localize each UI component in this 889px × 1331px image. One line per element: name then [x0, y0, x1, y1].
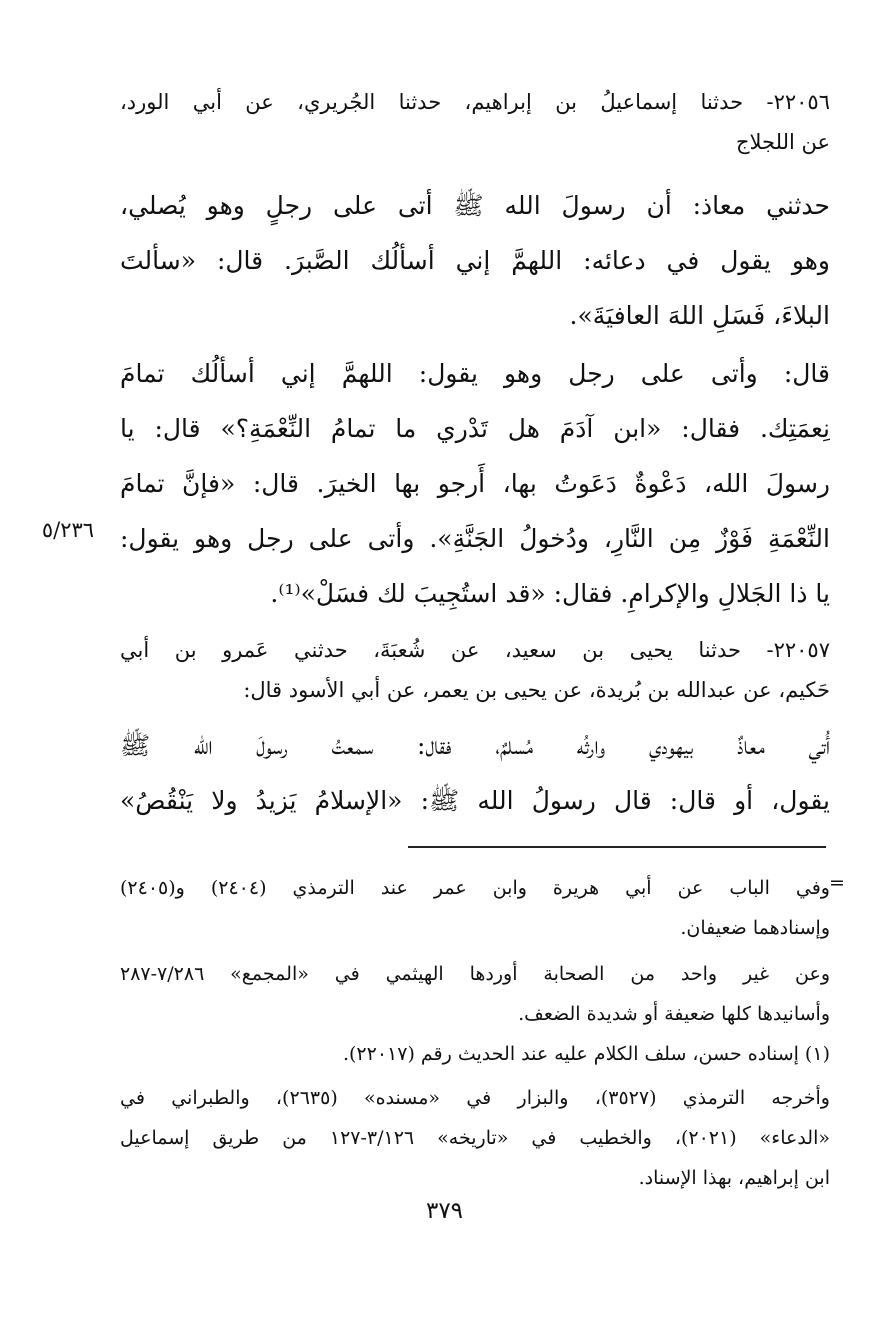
text-line: النِّعْمَةِ فَوْزٌ مِن النَّارِ، ودُخولُ الجَنَّةِ». وأتى على رجل وهو يقول: [120, 524, 830, 553]
hadith-22057-isnad [120, 630, 830, 710]
text-line: يا ذا الجَلالِ والإكرامِ. فقال: «قد استُجِيبَ لك فسَلْ»⁽¹⁾. [270, 579, 830, 608]
text-line: عن اللجلاج [735, 130, 830, 154]
footnote-para-2 [120, 954, 830, 1034]
text-line: وهو يقول في دعائه: اللهمَّ إني أسألُك الصَّبرَ. قال: «سألتَ [120, 246, 830, 275]
footnote-para-3 [120, 1078, 830, 1198]
text-line: (١) إسناده حسن، سلف الكلام عليه عند الحديث رقم (٢٢٠١٧). [342, 1043, 830, 1065]
text-line: ٢٢٠٥٦- حدثنا إسماعيلُ بن إبراهيم، حدثنا الجُريري، عن أبي الورد، [120, 90, 830, 114]
hadith-22056-matn-2 [120, 346, 830, 621]
text-line: البلاءَ، فَسَلِ اللهَ العافيَةَ». [569, 301, 830, 330]
text-line: وعن غير واحد من الصحابة أوردها الهيثمي في «المجمع» ٧/٢٨٦-٢٨٧ [120, 963, 830, 985]
text-line: وإسنادهما ضعيفان. [680, 917, 830, 939]
text-line: «الدعاء» (٢٠٢١)، والخطيب في «تاريخه» ٣/١٢٦-١٢٧ من طريق إسماعيل [120, 1127, 830, 1149]
text-line: وأخرجه الترمذي (٣٥٢٧)، والبزار في «مسنده» (٢٦٣٥)، والطبراني في [120, 1087, 830, 1109]
footnote-separator [408, 846, 826, 848]
text-line: قال: وأتى على رجل وهو يقول: اللهمَّ إني أسألُك تمامَ [120, 359, 830, 388]
text-line: حدثني معاذ: أن رسولَ الله ﷺ أتى على رجلٍ وهو يُصلي، [120, 191, 830, 220]
footnote-para-1 [120, 868, 830, 948]
hadith-22056-isnad [120, 82, 830, 162]
hadith-22056-matn-1 [120, 178, 830, 343]
text-line: نِعمَتِك. فقال: «ابن آدَمَ هل تَدْري ما تمامُ النِّعْمَةِ؟» قال: يا [120, 414, 830, 443]
footnote-continuation-mark: = [829, 872, 845, 894]
text-line: يقول، أو قال: قال رسولُ الله ﷺ: «الإسلامُ يَزيدُ ولا يَنْقُصُ» [120, 786, 830, 815]
page-number: ٣٧٩ [425, 1198, 464, 1224]
text-line: أُتي معاذٌ بيهودي وارثُه مُسلمٌ، فقال: سمعتُ رسولَ الله ﷺ [120, 731, 830, 760]
text-line: وأسانيدها كلها ضعيفة أو شديدة الضعف. [518, 1003, 830, 1025]
text-line: ابن إبراهيم، بهذا الإسناد. [638, 1167, 830, 1189]
text-line: وفي الباب عن أبي هريرة وابن عمر عند الترمذي (٢٤٠٤) و(٢٤٠٥) [120, 877, 830, 899]
text-line: حَكيم، عن عبدالله بن بُريدة، عن يحيى بن يعمر، عن أبي الأسود قال: [243, 678, 830, 702]
text-line: رسولَ الله، دَعْوةٌ دَعَوتُ بها، أَرجو بها الخيرَ. قال: «فإنَّ تمامَ [120, 469, 830, 498]
margin-volume-page-ref: ٥/٢٣٦ [41, 518, 95, 542]
hadith-22057-matn [120, 718, 830, 828]
text-line: ٢٢٠٥٧- حدثنا يحيى بن سعيد، عن شُعبَةَ، حدثني عَمرو بن أبي [120, 638, 830, 662]
footnote-1 [120, 1034, 830, 1074]
